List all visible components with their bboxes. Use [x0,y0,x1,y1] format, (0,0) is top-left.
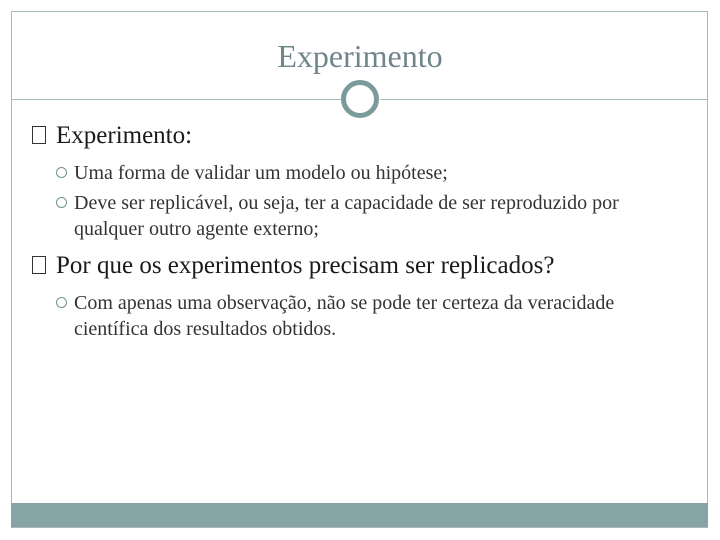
bullet-level2 [30,190,690,242]
sub-bullet-list [30,160,690,242]
bullet-level2 [30,290,690,342]
bullet-level1 [30,248,690,284]
bullet-text: Experimento: [56,122,193,149]
circle-ring-icon [341,80,379,118]
box-bullet-icon [32,126,46,144]
footer-bar [11,503,708,527]
sub-bullet-list [30,290,690,342]
slide-body [30,118,690,348]
bullet-text: Por que os experimentos precisam ser replicados? [56,252,555,279]
bullet-level2 [30,160,690,186]
sub-bullet-text: Deve ser replicável, ou seja, ter a capacidade de ser reproduzido por qualquer outro agente externo; [74,192,619,240]
bullet-level1 [30,118,690,154]
ring-bullet-icon [56,167,67,178]
title-divider-left [11,99,341,100]
sub-bullet-text: Com apenas uma observação, não se pode ter certeza da veracidade científica dos resultados obtidos. [74,292,615,340]
title-divider-right [380,99,708,100]
ring-bullet-icon [56,197,67,208]
ring-bullet-icon [56,297,67,308]
box-bullet-icon [32,256,46,274]
slide-title: Experimento [277,38,443,74]
sub-bullet-text: Uma forma de validar um modelo ou hipótese; [74,162,448,184]
